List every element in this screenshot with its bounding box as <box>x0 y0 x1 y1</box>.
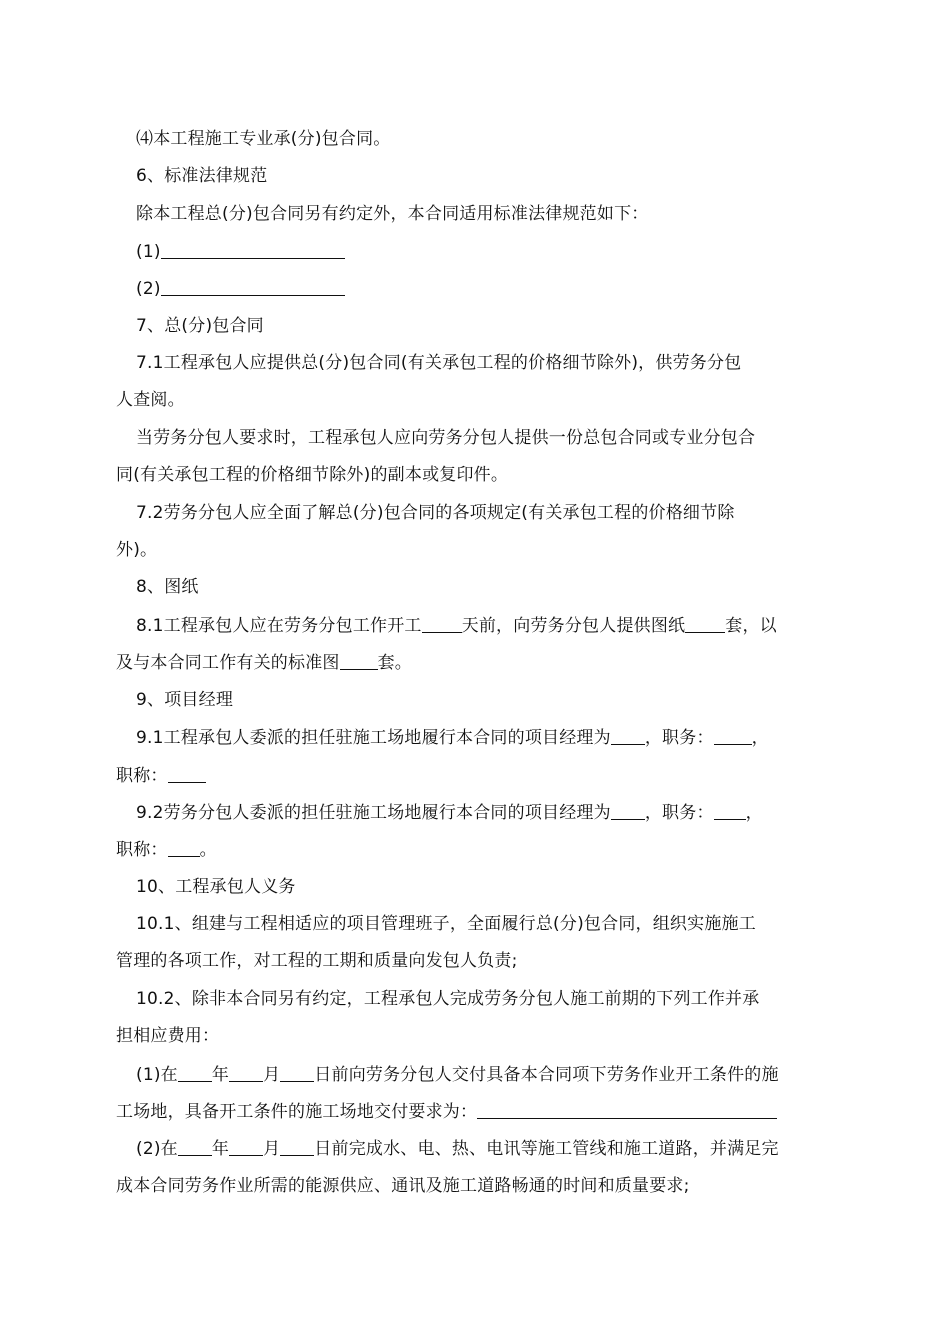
text-line: 7.2劳务分包人应全面了解总(分)包合同的各项规定(有关承包工程的价格细节除 <box>136 503 735 523</box>
section-heading: 6、标准法律规范 <box>136 166 268 186</box>
text-segment: 月 <box>263 1139 281 1159</box>
list-item <box>136 277 345 300</box>
fill-in-blank <box>178 1137 212 1156</box>
text-segment: 9.1工程承包人委派的担任驻施工场地履行本合同的项目经理为 <box>136 728 611 748</box>
text-line: 担相应费用： <box>116 1026 220 1046</box>
text-line: 成本合同劳务作业所需的能源供应、通讯及施工道路畅通的时间和质量要求; <box>116 1176 690 1196</box>
text-line <box>136 801 763 824</box>
list-marker: (2) <box>136 279 161 299</box>
text-segment: 日前完成水、电、热、电讯等施工管线和施工道路，并满足完 <box>314 1139 779 1159</box>
text-segment: 8.1工程承包人应在劳务分包工作开工 <box>136 616 422 636</box>
text-line: 10.1、组建与工程相适应的项目管理班子，全面履行总(分)包合同，组织实施施工 <box>136 914 756 934</box>
text-segment: 月 <box>263 1065 281 1085</box>
section-heading: 9、项目经理 <box>136 690 234 710</box>
fill-in-blank <box>280 1063 314 1082</box>
fill-in-blank <box>477 1100 777 1119</box>
text-line: 除本工程总(分)包合同另有约定外，本合同适用标准法律规范如下： <box>136 204 649 224</box>
text-line <box>116 651 412 674</box>
text-segment: ， <box>751 728 769 748</box>
text-segment: 及与本合同工作有关的标准图 <box>116 653 340 673</box>
fill-in-blank <box>611 801 645 820</box>
text-segment: ，职务： <box>644 728 714 748</box>
fill-in-blank <box>714 801 746 820</box>
text-segment: 套，以 <box>725 616 777 636</box>
fill-in-blank <box>280 1137 314 1156</box>
text-line <box>136 726 769 749</box>
text-line: 同(有关承包工程的价格细节除外)的副本或复印件。 <box>116 465 509 485</box>
text-segment: 职称： <box>116 766 168 786</box>
fill-in-blank <box>611 726 645 745</box>
fill-in-blank <box>161 277 345 296</box>
fill-in-blank <box>229 1063 263 1082</box>
text-segment: 9.2劳务分包人委派的担任驻施工场地履行本合同的项目经理为 <box>136 803 611 823</box>
section-heading: 7、总(分)包合同 <box>136 316 264 336</box>
fill-in-blank <box>685 614 725 633</box>
text-segment: 年 <box>211 1065 230 1085</box>
text-line <box>136 1137 779 1160</box>
list-marker: (1) <box>136 242 161 262</box>
text-segment: 日前向劳务分包人交付具备本合同项下劳务作业开工条件的施 <box>314 1065 779 1085</box>
list-item <box>136 240 345 263</box>
text-segment: ， <box>745 803 763 823</box>
text-line <box>116 764 206 787</box>
text-segment: 套。 <box>377 653 413 673</box>
text-line: ⑷本工程施工专业承(分)包合同。 <box>136 129 391 149</box>
fill-in-blank <box>229 1137 263 1156</box>
text-line: 管理的各项工作，对工程的工期和质量向发包人负责; <box>116 951 518 971</box>
text-segment: 。 <box>199 840 217 860</box>
text-segment: (2)在 <box>136 1139 178 1159</box>
text-line <box>116 838 217 861</box>
text-segment: 年 <box>211 1139 230 1159</box>
text-line: 外)。 <box>116 540 158 560</box>
text-line: 当劳务分包人要求时，工程承包人应向劳务分包人提供一份总包合同或专业分包合 <box>136 428 756 448</box>
text-line <box>136 614 777 637</box>
text-segment: 工场地，具备开工条件的施工场地交付要求为： <box>116 1102 478 1122</box>
fill-in-blank <box>714 726 752 745</box>
text-segment: (1)在 <box>136 1065 178 1085</box>
fill-in-blank <box>168 764 206 783</box>
text-line <box>116 1100 777 1123</box>
text-line: 7.1工程承包人应提供总(分)包合同(有关承包工程的价格细节除外)，供劳务分包 <box>136 353 742 373</box>
text-segment: 天前，向劳务分包人提供图纸 <box>461 616 686 636</box>
section-heading: 10、工程承包人义务 <box>136 877 296 897</box>
fill-in-blank <box>161 240 345 259</box>
fill-in-blank <box>168 838 200 857</box>
fill-in-blank <box>340 651 378 670</box>
text-segment: 职称： <box>116 840 168 860</box>
fill-in-blank <box>422 614 462 633</box>
text-line: 人查阅。 <box>116 390 185 410</box>
text-line <box>136 1063 779 1086</box>
text-line: 10.2、除非本合同另有约定，工程承包人完成劳务分包人施工前期的下列工作并承 <box>136 989 760 1009</box>
section-heading: 8、图纸 <box>136 577 199 597</box>
text-segment: ，职务： <box>644 803 714 823</box>
fill-in-blank <box>178 1063 212 1082</box>
